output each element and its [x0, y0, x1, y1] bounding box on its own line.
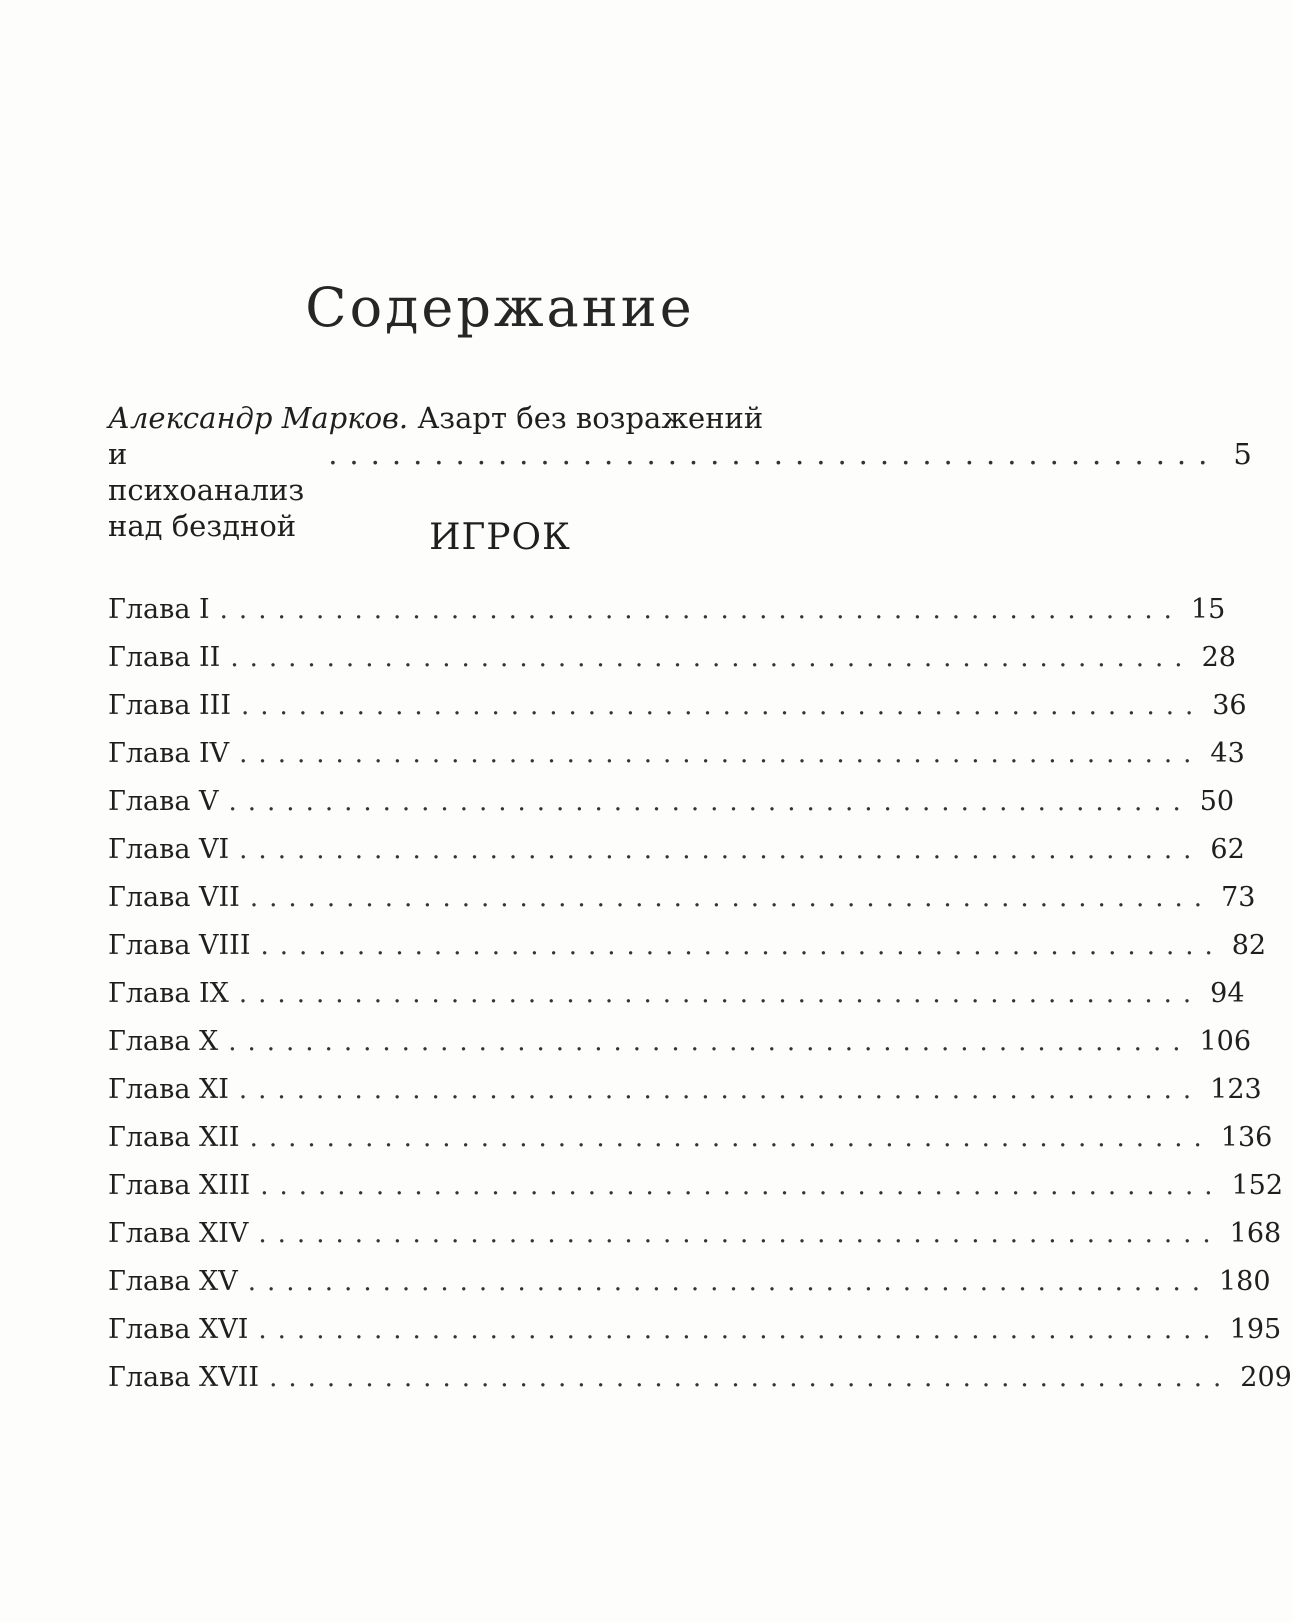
intro-page-number: 5 [1233, 437, 1252, 471]
chapter-page-number: 28 [1201, 642, 1236, 673]
intro-title-line-1: Азарт без возражений [417, 401, 764, 435]
chapter-label: Глава IV [108, 738, 230, 769]
chapter-label: Глава I [108, 594, 210, 625]
chapter-page-number: 168 [1229, 1218, 1282, 1249]
toc-row[interactable] [108, 1114, 1273, 1162]
leader-dots: .................................................. [230, 643, 1194, 673]
chapter-page-number: 82 [1231, 930, 1267, 961]
section-title: ИГРОК [429, 517, 571, 558]
leader-dots: .................................................. [247, 1267, 1211, 1297]
chapter-page-number: 152 [1231, 1170, 1284, 1201]
chapter-page-number: 123 [1210, 1074, 1262, 1105]
leader-dots: .................................................. [239, 835, 1203, 865]
chapter-label: Глава XV [108, 1266, 238, 1297]
leader-dots: .......................................... [328, 437, 1220, 471]
leader-dots: .................................................. [219, 595, 1183, 625]
leader-dots: .................................................. [241, 691, 1205, 721]
chapter-page-number: 15 [1190, 594, 1226, 625]
chapter-label: Глава XVI [108, 1314, 249, 1345]
chapter-page-number: 62 [1210, 834, 1245, 865]
intro-author: Александр Марков. [108, 401, 409, 435]
toc-row[interactable] [108, 1018, 1252, 1066]
intro-line-1 [108, 400, 868, 436]
toc-row[interactable] [108, 922, 1267, 970]
toc-row[interactable] [108, 778, 1235, 826]
chapter-label: Глава III [108, 690, 232, 721]
chapter-label: Глава VI [108, 834, 230, 865]
chapter-label: Глава XVII [108, 1362, 260, 1393]
chapter-page-number: 36 [1212, 690, 1247, 721]
toc-row[interactable] [108, 826, 1245, 874]
toc-row[interactable] [108, 1162, 1284, 1210]
toc-row[interactable] [108, 730, 1245, 778]
leader-dots: .................................................. [239, 739, 1203, 769]
chapter-page-number: 94 [1210, 978, 1245, 1009]
toc-row[interactable] [108, 1306, 1282, 1354]
chapter-page-number: 73 [1221, 882, 1256, 913]
page-title: Содержание [305, 276, 695, 339]
leader-dots: .................................................. [249, 1123, 1213, 1153]
toc-row[interactable] [108, 682, 1247, 730]
leader-dots: .................................................. [238, 1075, 1203, 1105]
toc-row[interactable] [108, 1354, 1292, 1402]
chapter-label: Глава XIV [108, 1218, 249, 1249]
chapter-page-number: 209 [1240, 1362, 1292, 1393]
chapter-label: Глава IX [108, 978, 229, 1009]
toc-row[interactable] [108, 586, 1226, 634]
chapter-label: Глава XII [108, 1122, 240, 1153]
chapter-label: Глава V [108, 786, 219, 817]
intro-title-line-2: и психоанализ над бездной [108, 437, 305, 543]
chapter-label: Глава XIII [108, 1170, 251, 1201]
leader-dots: .................................................. [228, 1027, 1192, 1057]
toc-row[interactable] [108, 874, 1256, 922]
chapter-page-number: 136 [1220, 1122, 1273, 1153]
chapter-page-number: 195 [1229, 1314, 1282, 1345]
chapter-page-number: 180 [1218, 1266, 1271, 1297]
chapter-label: Глава VIII [108, 930, 251, 961]
toc-row[interactable] [108, 970, 1245, 1018]
table-of-contents [108, 586, 1292, 1402]
chapter-label: Глава II [108, 642, 221, 673]
leader-dots: .................................................. [269, 1363, 1233, 1393]
toc-row[interactable] [108, 1258, 1271, 1306]
leader-dots: .................................................. [228, 787, 1192, 817]
chapter-label: Глава X [108, 1026, 219, 1057]
leader-dots: .................................................. [249, 883, 1214, 913]
chapter-label: Глава VII [108, 882, 240, 913]
chapter-page-number: 50 [1199, 786, 1235, 817]
chapter-label: Глава XI [108, 1074, 229, 1105]
toc-row[interactable] [108, 1066, 1262, 1114]
leader-dots: .................................................. [260, 931, 1224, 961]
chapter-page-number: 106 [1199, 1026, 1252, 1057]
leader-dots: .................................................. [258, 1219, 1222, 1249]
leader-dots: .................................................. [260, 1171, 1224, 1201]
chapter-page-number: 43 [1210, 738, 1245, 769]
toc-row[interactable] [108, 1210, 1282, 1258]
leader-dots: .................................................. [238, 979, 1203, 1009]
leader-dots: .................................................. [258, 1315, 1222, 1345]
toc-row[interactable] [108, 634, 1236, 682]
